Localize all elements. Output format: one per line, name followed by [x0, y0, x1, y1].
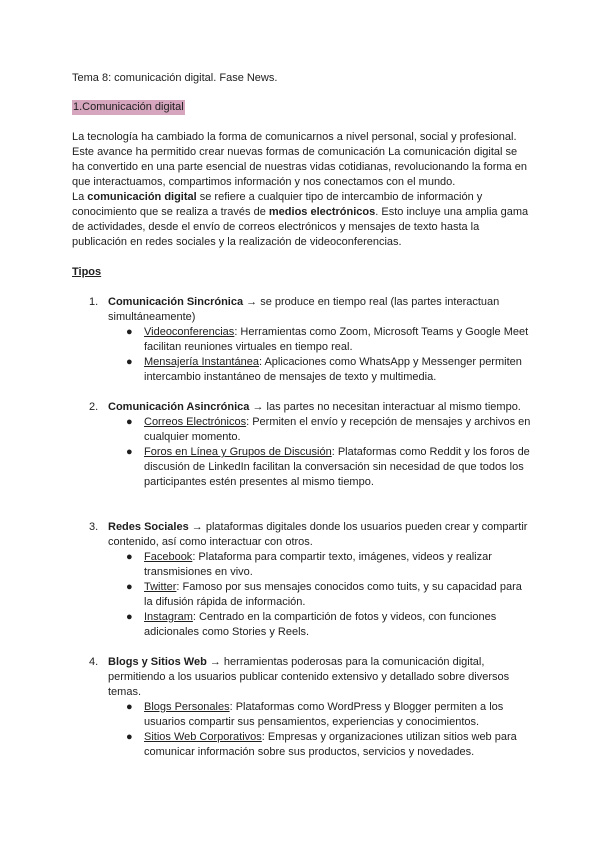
example-term: Foros en Línea y Grupos de Discusión — [144, 446, 332, 458]
example-desc: : Empresas y organizaciones utilizan sitios web para comunicar información sobre sus productos, servicios y novedades. — [144, 731, 517, 758]
bullet-icon: ● — [126, 446, 133, 458]
example-term: Instagram — [144, 611, 193, 623]
type-item-sincronica — [72, 295, 532, 385]
example-term: Twitter — [144, 581, 177, 593]
tipos-heading: Tipos — [72, 266, 102, 278]
type-name: Comunicación Asincrónica — [108, 401, 250, 413]
types-list — [72, 295, 532, 760]
intro-p2-bold-term: comunicación digital — [87, 191, 197, 203]
type-item-asincronica — [72, 400, 532, 490]
bullet-icon: ● — [126, 701, 133, 713]
intro-p2-pre: La — [72, 191, 88, 203]
intro-paragraph-1: La tecnología ha cambiado la forma de comunicarnos a nivel personal, social y profesional. Este avance ha permitido crear nuevas formas de comunicación La comunicación digital se ha convertido en una parte esencial de nuestras vidas cotidianas, revolucionando la forma en que interactuamos, compartimos información y nos conectamos con el mundo. — [72, 131, 527, 188]
intro-p2-bold-media: medios electrónicos — [268, 206, 376, 218]
type-item-blogs — [72, 655, 532, 760]
example-term: Sitios Web Corporativos — [144, 731, 262, 743]
list-item — [108, 580, 532, 610]
example-desc: : Plataformas como Reddit y los foros de discusión de LinkedIn facilitan la conversación sin necesidad de que todos los participantes estén presentes al mismo tiempo. — [144, 446, 530, 488]
example-desc: : Plataforma para compartir texto, imágenes, videos y realizar transmisiones en vivo. — [144, 551, 492, 578]
type-item-redes-sociales — [72, 520, 532, 640]
type-desc: → las partes no necesitan interactuar al mismo tiempo. — [249, 401, 521, 413]
list-item — [108, 730, 532, 760]
list-item — [108, 700, 532, 730]
example-term: Facebook — [144, 551, 193, 563]
type-number: 4. — [89, 656, 99, 668]
list-item — [108, 355, 532, 385]
example-term: Blogs Personales — [144, 701, 230, 713]
intro-p2-post: . Esto incluye una amplia gama de actividades, desde el envío de correos electrónicos y mensajes de texto hasta la publicación en redes sociales y la realización de videoconferencias. — [72, 206, 529, 248]
type-number: 1. — [89, 296, 99, 308]
type-name: Redes Sociales — [108, 521, 189, 533]
list-item — [108, 610, 532, 640]
bullet-icon: ● — [126, 326, 133, 338]
examples-list — [108, 700, 532, 760]
example-desc: : Famoso por sus mensajes conocidos como tuits, y su capacidad para la difusión rápida de información. — [144, 581, 522, 608]
type-name: Blogs y Sitios Web — [108, 656, 207, 668]
section-heading: 1.Comunicación digital — [73, 101, 184, 113]
bullet-icon: ● — [126, 581, 133, 593]
examples-list — [108, 325, 532, 385]
document-title: Tema 8: comunicación digital. Fase News. — [72, 72, 278, 84]
list-item — [108, 325, 532, 355]
list-item — [108, 445, 532, 490]
list-item — [108, 550, 532, 580]
intro-paragraph-2 — [72, 190, 532, 250]
document-page — [72, 71, 532, 775]
bullet-icon: ● — [126, 356, 133, 368]
example-desc: : Plataformas como WordPress y Blogger permiten a los usuarios compartir sus pensamientos, experiencias y conocimientos. — [144, 701, 504, 728]
example-desc: : Centrado en la compartición de fotos y videos, con funciones adicionales como Stories y Reels. — [144, 611, 497, 638]
example-term: Videoconferencias — [144, 326, 235, 338]
bullet-icon: ● — [126, 731, 133, 743]
examples-list — [108, 550, 532, 640]
example-desc: : Permiten el envío y recepción de mensajes y archivos en cualquier momento. — [144, 416, 531, 443]
example-term: Mensajería Instantánea — [144, 356, 259, 368]
type-desc: → herramientas poderosas para la comunicación digital, permitiendo a los usuarios publicar contenido extensivo y detallado sobre diversos temas. — [108, 656, 510, 698]
intro-p2-mid: se refiere a cualquier tipo de intercambio de información y conocimiento que se realiza a través de — [72, 191, 483, 218]
type-name: Comunicación Sincrónica — [108, 296, 244, 308]
list-item — [108, 415, 532, 445]
type-number: 3. — [89, 521, 99, 533]
examples-list — [108, 415, 532, 490]
bullet-icon: ● — [126, 611, 133, 623]
example-term: Correos Electrónicos — [144, 416, 247, 428]
example-desc: : Aplicaciones como WhatsApp y Messenger permiten intercambio instantáneo de mensajes de texto y multimedia. — [144, 356, 522, 383]
type-desc: → plataformas digitales donde los usuarios pueden crear y compartir contenido, así como interactuar con otros. — [108, 521, 528, 548]
bullet-icon: ● — [126, 416, 133, 428]
example-desc: : Herramientas como Zoom, Microsoft Teams y Google Meet facilitan reuniones virtuales en tiempo real. — [144, 326, 529, 353]
bullet-icon: ● — [126, 551, 133, 563]
type-number: 2. — [89, 401, 99, 413]
type-desc: → se produce en tiempo real (las partes interactuan simultáneamente) — [108, 296, 500, 323]
